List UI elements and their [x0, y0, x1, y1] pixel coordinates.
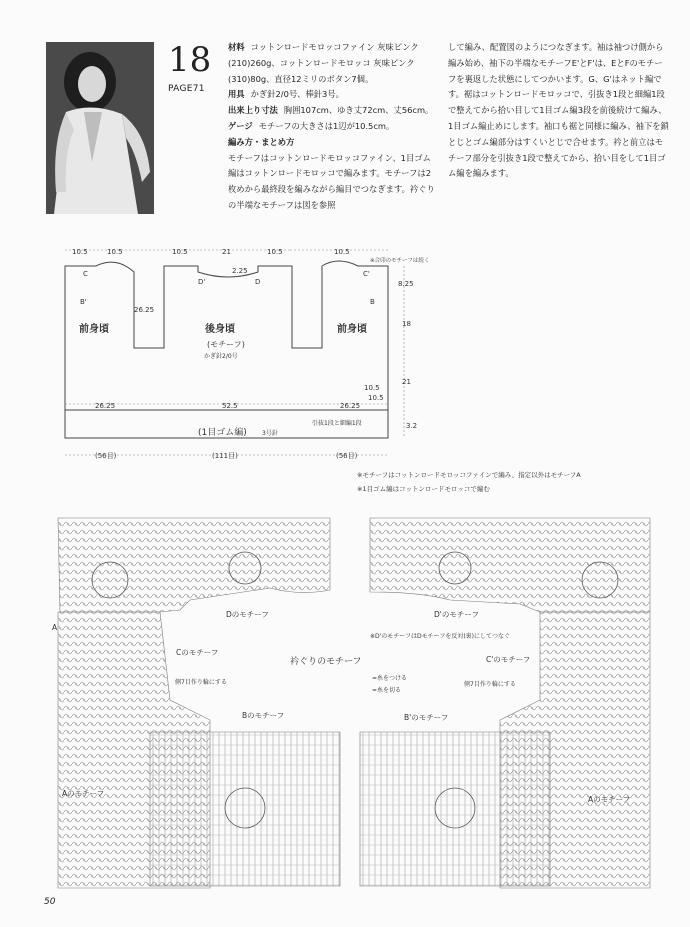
letter-d-right: D [255, 278, 261, 286]
letter-b-right: B [370, 298, 375, 306]
method-text-2: して編み、配置図のようにつなぎます。袖は袖つけ側から編み始め、袖下の半端なモチーフE'とF'は、EとFのモチーフを裏返した状態にしてつかいます。G、G'はネット編です。裾はコットンロードモロッコで、引抜き1段と細編1段で整えてから拾い目して1目ゴム編3段を前後続けて編み、1目ゴム編止めにします。袖口も裾と同様に編み、袖下を鎖とじとゴム編部分はすくいとじで合せます。衿と前立はモチーフ部分を引抜き1段で整えてから、拾い目をして1目ゴム編を編みます。 [448, 42, 669, 179]
letter-d-left: D' [198, 278, 206, 286]
dim-26-25-r: 26.25 [340, 402, 361, 410]
back-label: 後身頃 [205, 324, 235, 335]
dim-56-r: (56目) [336, 452, 358, 460]
back-sub-label: (モチーフ) [207, 340, 245, 349]
dim-10-5f: 10.5 [364, 384, 380, 392]
reverse-note: ※D'のモチーフはDモチーフを反対(裏)にしてつなぐ [370, 633, 510, 640]
dim-10-5b: 10.5 [107, 248, 123, 256]
dim-52-5: 52.5 [222, 402, 238, 410]
edge-note: 引抜1段と細編1段 [312, 420, 362, 427]
c-side-note: 側7目作り輪にする [175, 679, 227, 686]
page-number: 50 [44, 897, 56, 907]
method-text-1: モチーフはコットンロードモロッコファイン、1目ゴム編はコットンロードモロッコで編みます。モチーフは2枚めから最終段を編みながら編目でつなぎます。衿ぐりの半端なモチーフは図を参照 [228, 152, 435, 210]
b2-motif-label: B'のモチーフ [404, 713, 449, 722]
note-2: ※1目ゴム編はコットンロードモロッコで編む [357, 485, 490, 493]
a-motif-left-label: Aのモチーフ [62, 789, 105, 798]
b-motif-label: Bのモチーフ [242, 711, 285, 720]
dim-10-5c: 10.5 [172, 248, 188, 256]
dim-26-25-l: 26.25 [95, 402, 116, 410]
c2-side-note: 側7目作り輪にする [464, 681, 516, 688]
dim-26-25-v: 26.25 [134, 306, 155, 314]
d2-motif-label: D'のモチーフ [434, 610, 479, 619]
neck-motif-label: 衿ぐりのモチーフ [290, 657, 362, 667]
gauge: ゲージ モチーフの大きさは1辺が10.5cm。 [228, 120, 395, 131]
dim-21: 21 [222, 248, 231, 256]
dim-10-5e: 10.5 [334, 248, 350, 256]
c2-motif-label: C'のモチーフ [486, 655, 531, 664]
attach-note: =糸をつける [372, 675, 408, 682]
dim-10-5g: 10.5 [368, 394, 384, 402]
letter-c-left: C [83, 270, 88, 278]
dim-10-5d: 10.5 [267, 248, 283, 256]
top-note: ※合印のモチーフは続く [370, 258, 430, 264]
finished-size: 出来上り寸法 胸囲107cm、ゆき丈72cm、丈56cm。 [228, 105, 434, 116]
method-heading: 編み方・まとめ方 [228, 136, 295, 147]
a-motif-right-label: Aのモチーフ [588, 795, 631, 804]
a-left-letter: A [52, 623, 58, 632]
materials: 材料 コットンロードモロッコファイン 灰味ピンク(210)260g、コットンロードモロッコ 灰味ピンク(310)80g、直径12ミリのボタン7個。 [228, 42, 419, 84]
tools: 用具 かぎ針2/0号、棒針3号。 [228, 89, 344, 100]
note-1: ※モチーフはコットンロードモロッコファインで編み、指定以外はモチーフA [357, 471, 581, 479]
dim-111: (111目) [212, 452, 238, 460]
dim-18: 18 [402, 320, 411, 328]
letter-b-left: B' [80, 298, 87, 306]
dim-21-v: 21 [402, 378, 411, 386]
d-motif-label: Dのモチーフ [226, 610, 269, 619]
c-motif-label: Cのモチーフ [176, 648, 219, 657]
back-needle: かぎ針2/0号 [204, 353, 238, 360]
cut-note: =糸を切る [372, 687, 402, 694]
dim-10-5a: 10.5 [72, 248, 88, 256]
dim-3-2: 3.2 [406, 422, 418, 430]
dim-56-l: (56目) [95, 452, 117, 460]
dim-8-25: 8.25 [398, 280, 414, 288]
dim-2-25: 2.25 [232, 267, 248, 275]
pattern-number: 18 [168, 40, 212, 80]
page-reference: PAGE71 [168, 84, 205, 94]
front-right-label: 前身頃 [337, 324, 367, 335]
ribbing-rows: 3号針 [262, 430, 278, 437]
ribbing-label: (1目ゴム編) [198, 428, 247, 438]
letter-c-right: C' [363, 270, 370, 278]
front-left-label: 前身頃 [79, 324, 109, 335]
